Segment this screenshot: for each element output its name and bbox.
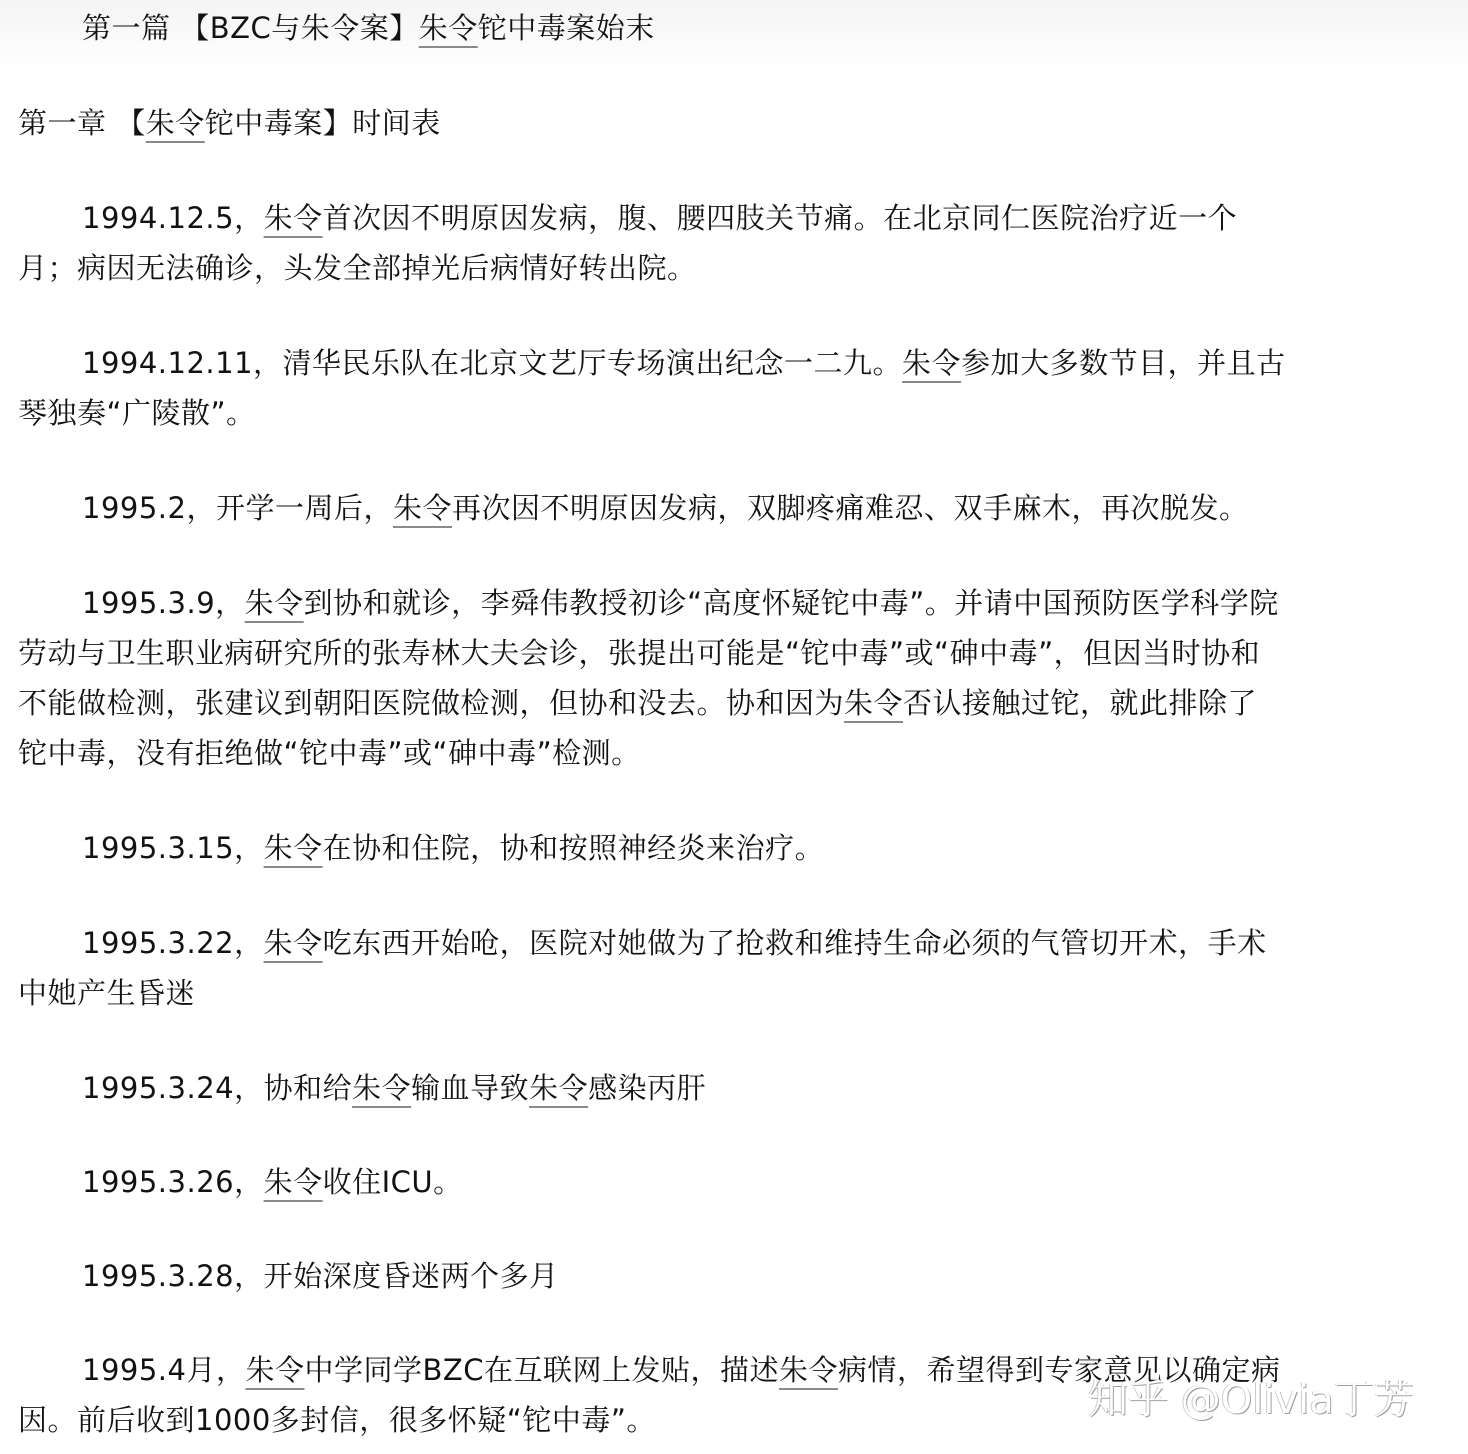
watermark: 知乎 @Olivia丁芳 xyxy=(1088,1377,1414,1423)
entry-text: 1995.2，开学一周后， xyxy=(82,491,393,525)
entry-text: 参加大多数节目，并且古 xyxy=(961,346,1286,380)
title-text: 铊中毒案】时间表 xyxy=(204,106,441,140)
entry-text: 月；病因无法确诊，头发全部掉光后病情好转出院。 xyxy=(18,251,697,285)
entry-text: 劳动与卫生职业病研究所的张寿林大夫会诊，张提出可能是“铊中毒”或“砷中毒”，但因当时协和 xyxy=(18,636,1261,670)
name-link[interactable]: 朱令 xyxy=(263,201,323,235)
entry-text: 1995.3.15， xyxy=(82,831,264,865)
entry-text: 1995.4月， xyxy=(82,1353,246,1387)
entry-text: 1994.12.11，清华民乐队在北京文艺厅专场演出纪念一二九。 xyxy=(82,346,903,380)
entry-text: 中她产生昏迷 xyxy=(18,976,196,1010)
entry-text: 1995.3.24，协和给 xyxy=(82,1071,353,1105)
entry-text: 感染丙肝 xyxy=(588,1071,707,1105)
entry-text: 到协和就诊，李舜伟教授初诊“高度怀疑铊中毒”。并请中国预防医学科学院 xyxy=(303,586,1279,620)
timeline-entry-line xyxy=(18,1395,656,1445)
timeline-entry-line xyxy=(18,193,1237,243)
timeline-entry-line xyxy=(18,388,256,438)
title-text: 铊中毒案始末 xyxy=(477,11,655,45)
timeline-entry-line xyxy=(18,628,1260,678)
entry-text: 琴独奏“广陵散”。 xyxy=(18,396,256,430)
title-text: 第一章 【 xyxy=(18,106,146,140)
name-link[interactable]: 朱令 xyxy=(263,926,323,960)
entry-text: 收住ICU。 xyxy=(322,1165,463,1199)
entry-text: 不能做检测，张建议到朝阳医院做检测，但协和没去。协和因为 xyxy=(18,686,845,720)
entry-text: 因。前后收到1000多封信，很多怀疑“铊中毒”。 xyxy=(18,1403,656,1437)
entry-text: 中学同学BZC在互联网上发贴，描述 xyxy=(304,1353,780,1387)
name-link[interactable]: 朱令 xyxy=(392,491,452,525)
timeline-entry-line xyxy=(18,678,1257,728)
timeline-entry-line xyxy=(18,578,1279,628)
timeline-entry-line xyxy=(18,728,641,778)
timeline-entry-line xyxy=(18,483,1249,533)
timeline-entry-line xyxy=(18,1251,559,1301)
entry-text: 1995.3.26， xyxy=(82,1165,264,1199)
entry-text: 1994.12.5， xyxy=(82,201,264,235)
timeline-entry-line xyxy=(18,338,1286,388)
timeline-entry-line xyxy=(18,1157,463,1207)
entry-text: 输血导致 xyxy=(411,1071,530,1105)
name-link[interactable]: 朱令 xyxy=(263,831,323,865)
name-link[interactable]: 朱令 xyxy=(529,1071,589,1105)
entry-text: 否认接触过铊，就此排除了 xyxy=(903,686,1258,720)
part-title xyxy=(18,3,655,53)
entry-text: 1995.3.22， xyxy=(82,926,264,960)
entry-text: 1995.3.9， xyxy=(82,586,245,620)
name-link[interactable]: 朱令 xyxy=(418,11,478,45)
name-link[interactable]: 朱令 xyxy=(145,106,205,140)
entry-text: 1995.3.28，开始深度昏迷两个多月 xyxy=(82,1259,559,1293)
name-link[interactable]: 朱令 xyxy=(245,1353,305,1387)
name-link[interactable]: 朱令 xyxy=(263,1165,323,1199)
entry-text: 在协和住院，协和按照神经炎来治疗。 xyxy=(322,831,825,865)
name-link[interactable]: 朱令 xyxy=(352,1071,412,1105)
timeline-entry-line xyxy=(18,1063,706,1113)
entry-text: 再次因不明原因发病，双脚疼痛难忍、双手麻木，再次脱发。 xyxy=(452,491,1249,525)
timeline-entry-line xyxy=(18,823,824,873)
entry-text: 铊中毒，没有拒绝做“铊中毒”或“砷中毒”检测。 xyxy=(18,736,641,770)
entry-text: 病情，希望得到专家意见以确定病 xyxy=(838,1353,1281,1387)
title-text: 第一篇 【BZC与朱令案】 xyxy=(82,11,419,45)
name-link[interactable]: 朱令 xyxy=(244,586,304,620)
chapter-title xyxy=(18,98,441,148)
name-link[interactable]: 朱令 xyxy=(844,686,904,720)
entry-text: 吃东西开始呛，医院对她做为了抢救和维持生命必须的气管切开术，手术 xyxy=(322,926,1267,960)
name-link[interactable]: 朱令 xyxy=(779,1353,839,1387)
name-link[interactable]: 朱令 xyxy=(902,346,962,380)
timeline-entry-line xyxy=(18,968,195,1018)
timeline-entry-line xyxy=(18,243,697,293)
entry-text: 首次因不明原因发病，腹、腰四肢关节痛。在北京同仁医院治疗近一个 xyxy=(322,201,1238,235)
timeline-entry-line xyxy=(18,918,1267,968)
